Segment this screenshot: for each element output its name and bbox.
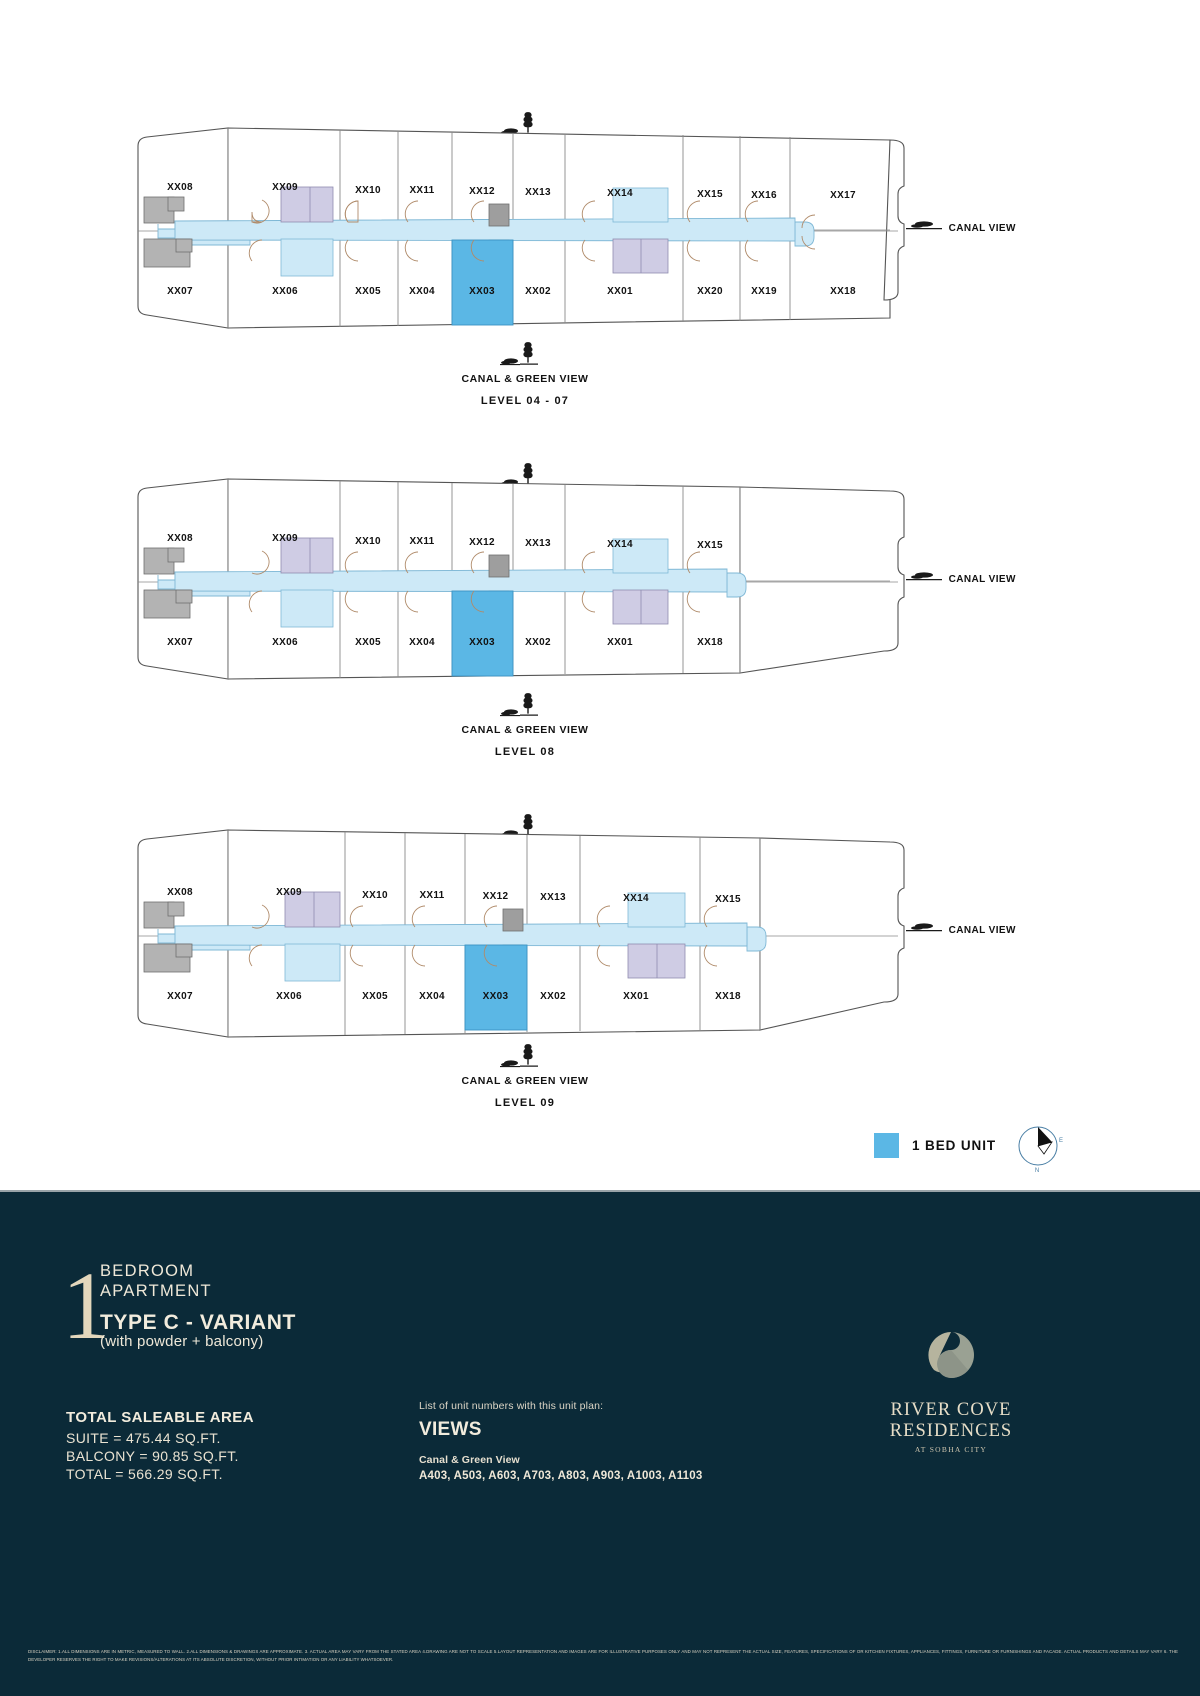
unit-label: XX08	[167, 533, 193, 544]
unit-label: XX04	[419, 991, 445, 1002]
unit-label: XX06	[272, 637, 298, 648]
brand-block	[836, 1326, 1066, 1454]
views-subtitle: Canal & Green View	[419, 1454, 520, 1466]
unit-label: XX15	[715, 894, 741, 905]
unit-label: XX20	[697, 286, 723, 297]
brand-subtitle: AT SOBHA CITY	[914, 1445, 988, 1454]
total-saleable-area-title: TOTAL SALEABLE AREA	[66, 1409, 255, 1426]
unit-label: XX05	[362, 991, 388, 1002]
area-balcony: BALCONY = 90.85 SQ.FT.	[66, 1448, 239, 1464]
disclaimer-text: DISCLAIMER: 1.ALL DIMENSIONS ARE IN METRIC, MEASURED TO WALL. 2.ALL DIMENSIONS & DRAWINGS ARE APPROXIMATE. 3. ACTUAL AREA MAY VARY FROM THE STATED AREA 4.DRAWING ARE NOT TO SCALE 5.LAYOUT REPRESENTATION AND IMAGES ARE FOR ILLUSTRATIVE PURPOSES ONLY AND MAY NOT REPRESENT THE ACTUAL SIZE, FEATURES, SPECIFICATIONS OF OR KITCHEN FIXTURES, APPLIANCES, FITTINGS, FURNITURE OR FURNISHINGS AND FACADE. ACTUAL PRODUCTS AND DETAILS MAY VARY 6. THE DEVELOPER RESERVES THE RIGHT TO MAKE REVISIONS/ALTERATIONS AT ITS ABSOLUTE DISCRETION, WITHOUT PRIOR INTIMATION OR ANY LIABILITY WHATSOEVER.	[28, 1649, 1178, 1662]
unit-label: XX13	[540, 892, 566, 903]
unit-label: XX01	[623, 991, 649, 1002]
level-label-1: LEVEL 08	[494, 746, 556, 758]
unit-label: XX14	[607, 539, 633, 550]
unit-label: XX13	[525, 187, 551, 198]
unit-label: XX08	[167, 887, 193, 898]
unit-label: XX02	[540, 991, 566, 1002]
unit-label: XX18	[830, 286, 856, 297]
highlighted-unit-0	[452, 240, 513, 325]
unit-label: XX17	[830, 190, 856, 201]
unit-label: XX10	[355, 185, 381, 196]
unit-label: XX11	[419, 890, 445, 901]
unit-label: XX10	[362, 890, 388, 901]
legend	[874, 1133, 996, 1158]
unit-label-highlighted: XX03	[482, 991, 509, 1002]
brand-name: RIVER COVE RESIDENCES	[889, 1400, 1013, 1441]
unit-label: XX06	[272, 286, 298, 297]
legend-swatch-1-bed	[874, 1133, 899, 1158]
unit-label: XX12	[482, 891, 509, 902]
area-suite: SUITE = 475.44 SQ.FT.	[66, 1430, 221, 1446]
unit-label: XX05	[355, 286, 381, 297]
unit-label: XX15	[697, 189, 723, 200]
unit-label: XX06	[276, 991, 302, 1002]
unit-label: XX07	[167, 991, 193, 1002]
unit-label: XX19	[751, 286, 777, 297]
unit-label: XX12	[469, 537, 495, 548]
views-unit-list: A403, A503, A603, A703, A803, A903, A1003, A1103	[419, 1470, 703, 1482]
unit-label: XX14	[607, 188, 633, 199]
unit-label: XX04	[409, 286, 435, 297]
highlighted-unit-1	[452, 591, 513, 676]
level-label-2: LEVEL 09	[494, 1097, 556, 1109]
compass-n-label: N	[1034, 1168, 1040, 1174]
view-label-canal-green: CANAL & GREEN VIEW	[461, 373, 589, 385]
view-label-canal-green: CANAL & GREEN VIEW	[461, 1075, 589, 1087]
view-label-canal-right: CANAL VIEW	[948, 574, 1016, 585]
unit-label: XX07	[167, 637, 193, 648]
unit-label: XX18	[697, 637, 723, 648]
unit-label-highlighted: XX03	[469, 286, 495, 297]
compass-e-label: E	[1058, 1138, 1064, 1144]
unit-label: XX05	[355, 637, 381, 648]
bedroom-count-number: 1	[62, 1252, 110, 1359]
unit-label: XX01	[607, 637, 633, 648]
unit-label: XX08	[167, 182, 193, 193]
unit-label: XX13	[525, 538, 551, 549]
unit-label: XX07	[167, 286, 193, 297]
unit-label: XX01	[607, 286, 633, 297]
brand-logo-icon	[918, 1326, 984, 1392]
unit-label: XX11	[409, 185, 435, 196]
view-label-canal-right: CANAL VIEW	[948, 223, 1016, 234]
unit-type-title: TYPE C - VARIANT	[100, 1311, 296, 1334]
highlighted-unit-2	[465, 945, 527, 1030]
unit-label: XX02	[525, 286, 551, 297]
unit-label: XX09	[272, 182, 298, 193]
legend-label-1-bed: 1 BED UNIT	[912, 1138, 997, 1153]
bedroom-line-1: BEDROOM	[100, 1262, 195, 1280]
plan-drawing-1	[0, 451, 1050, 711]
unit-label: XX14	[623, 893, 649, 904]
bedroom-line-2: APARTMENT	[100, 1281, 212, 1300]
views-note: List of unit numbers with this unit plan:	[419, 1400, 604, 1412]
unit-label: XX12	[469, 186, 495, 197]
plan-drawing-0	[0, 100, 1050, 360]
unit-label: XX18	[715, 991, 741, 1002]
view-label-canal-right: CANAL VIEW	[948, 925, 1016, 936]
plan-drawing-2	[0, 802, 1050, 1062]
unit-label: XX11	[409, 536, 435, 547]
view-label-canal-green: CANAL & GREEN VIEW	[461, 724, 589, 736]
compass-icon	[1013, 1122, 1067, 1176]
unit-label: XX16	[751, 190, 777, 201]
level-label-0: LEVEL 04 - 07	[480, 395, 570, 407]
unit-label-highlighted: XX03	[469, 637, 495, 648]
unit-label: XX04	[409, 637, 435, 648]
unit-label: XX10	[355, 536, 381, 547]
unit-type-subtitle: (with powder + balcony)	[100, 1333, 264, 1350]
views-title: VIEWS	[419, 1419, 482, 1440]
unit-label: XX09	[272, 533, 298, 544]
unit-label: XX09	[276, 887, 302, 898]
unit-label: XX15	[697, 540, 723, 551]
area-total: TOTAL = 566.29 SQ.FT.	[66, 1466, 223, 1482]
bedroom-apartment-label	[100, 1262, 212, 1301]
unit-label: XX02	[525, 637, 551, 648]
